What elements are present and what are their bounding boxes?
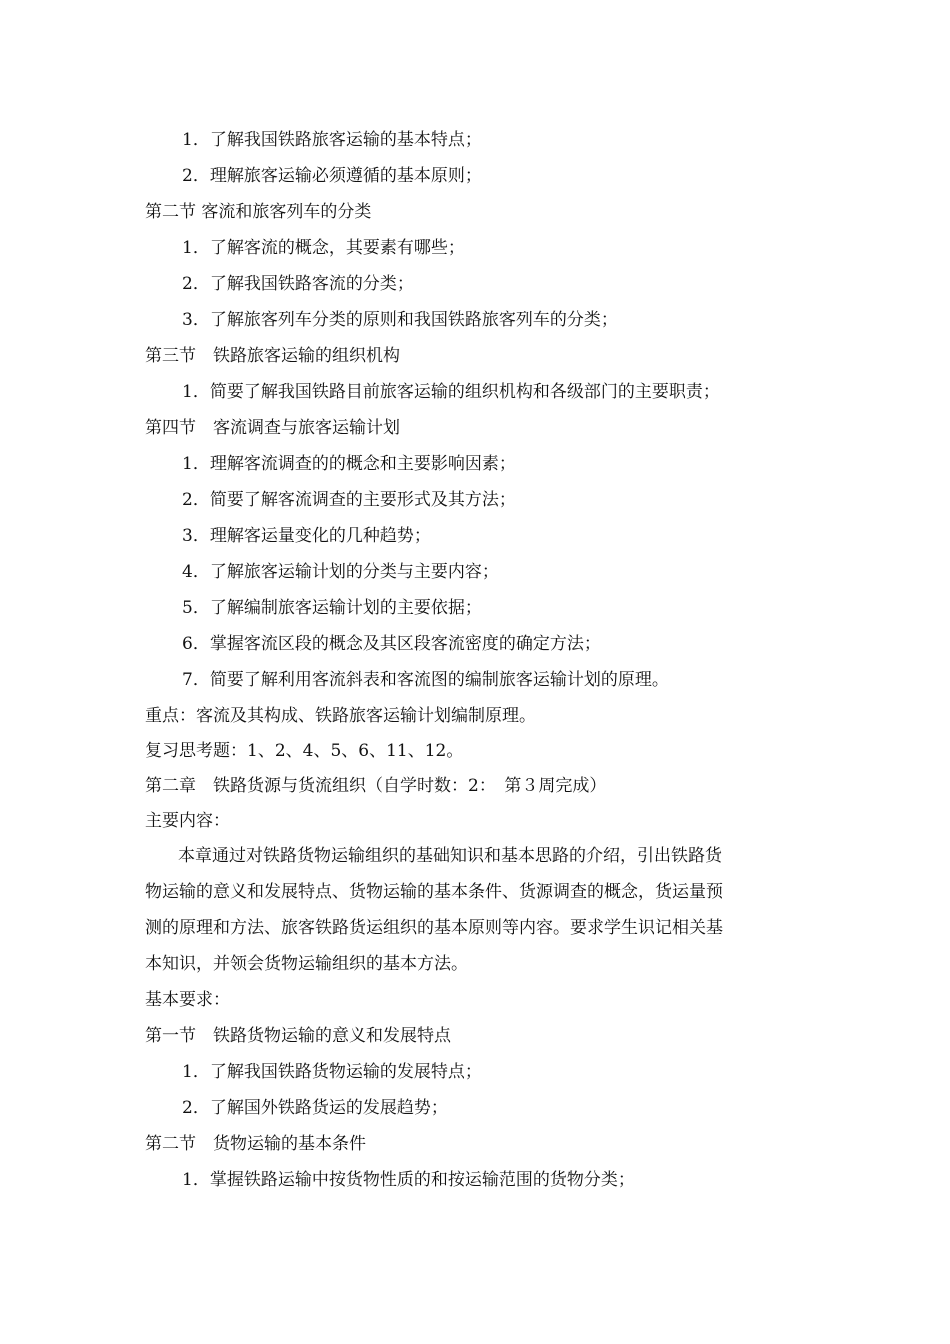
paragraph-line: 物运输的意义和发展特点、货物运输的基本条件、货源调查的概念，货运量预 [145, 882, 723, 902]
chapter-heading: 第二章 铁路货源与货流组织（自学时数：2： 第３周完成） [145, 776, 607, 796]
section-heading: 第三节 铁路旅客运输的组织机构 [145, 346, 400, 366]
paragraph-line: 本章通过对铁路货物运输组织的基础知识和基本思路的介绍，引出铁路货 [178, 846, 722, 866]
key-points: 重点：客流及其构成、铁路旅客运输计划编制原理。 [145, 706, 536, 726]
list-item: 2．了解我国铁路客流的分类； [182, 274, 414, 294]
list-item: 1．了解我国铁路旅客运输的基本特点； [182, 130, 482, 150]
list-item: 7．简要了解利用客流斜表和客流图的编制旅客运输计划的原理。 [182, 670, 669, 690]
list-item: 2．了解国外铁路货运的发展趋势； [182, 1098, 448, 1118]
main-content-label: 主要内容： [145, 811, 230, 831]
list-item: 1．了解客流的概念，其要素有哪些； [182, 238, 465, 258]
basic-requirements-label: 基本要求： [145, 990, 230, 1010]
section-heading: 第四节 客流调查与旅客运输计划 [145, 418, 400, 438]
section-heading: 第二节 货物运输的基本条件 [145, 1134, 366, 1154]
section-heading: 第一节 铁路货物运输的意义和发展特点 [145, 1026, 451, 1046]
list-item: 4．了解旅客运输计划的分类与主要内容； [182, 562, 499, 582]
paragraph-line: 本知识，并领会货物运输组织的基本方法。 [145, 954, 468, 974]
list-item: 2．简要了解客流调查的主要形式及其方法； [182, 490, 516, 510]
list-item: 5．了解编制旅客运输计划的主要依据； [182, 598, 482, 618]
list-item: 1．了解我国铁路货物运输的发展特点； [182, 1062, 482, 1082]
section-heading: 第二节 客流和旅客列车的分类 [145, 202, 372, 222]
list-item: 1．简要了解我国铁路目前旅客运输的组织机构和各级部门的主要职责； [182, 382, 720, 402]
list-item: 6．掌握客流区段的概念及其区段客流密度的确定方法； [182, 634, 601, 654]
list-item: 2．理解旅客运输必须遵循的基本原则； [182, 166, 482, 186]
list-item: 1．掌握铁路运输中按货物性质的和按运输范围的货物分类； [182, 1170, 635, 1190]
review-questions: 复习思考题：1、2、4、5、6、11、12。 [145, 741, 464, 761]
list-item: 3．理解客运量变化的几种趋势； [182, 526, 431, 546]
list-item: 1．理解客流调查的的概念和主要影响因素； [182, 454, 516, 474]
paragraph-line: 测的原理和方法、旅客铁路货运组织的基本原则等内容。要求学生识记相关基 [145, 918, 723, 938]
list-item: 3．了解旅客列车分类的原则和我国铁路旅客列车的分类； [182, 310, 618, 330]
